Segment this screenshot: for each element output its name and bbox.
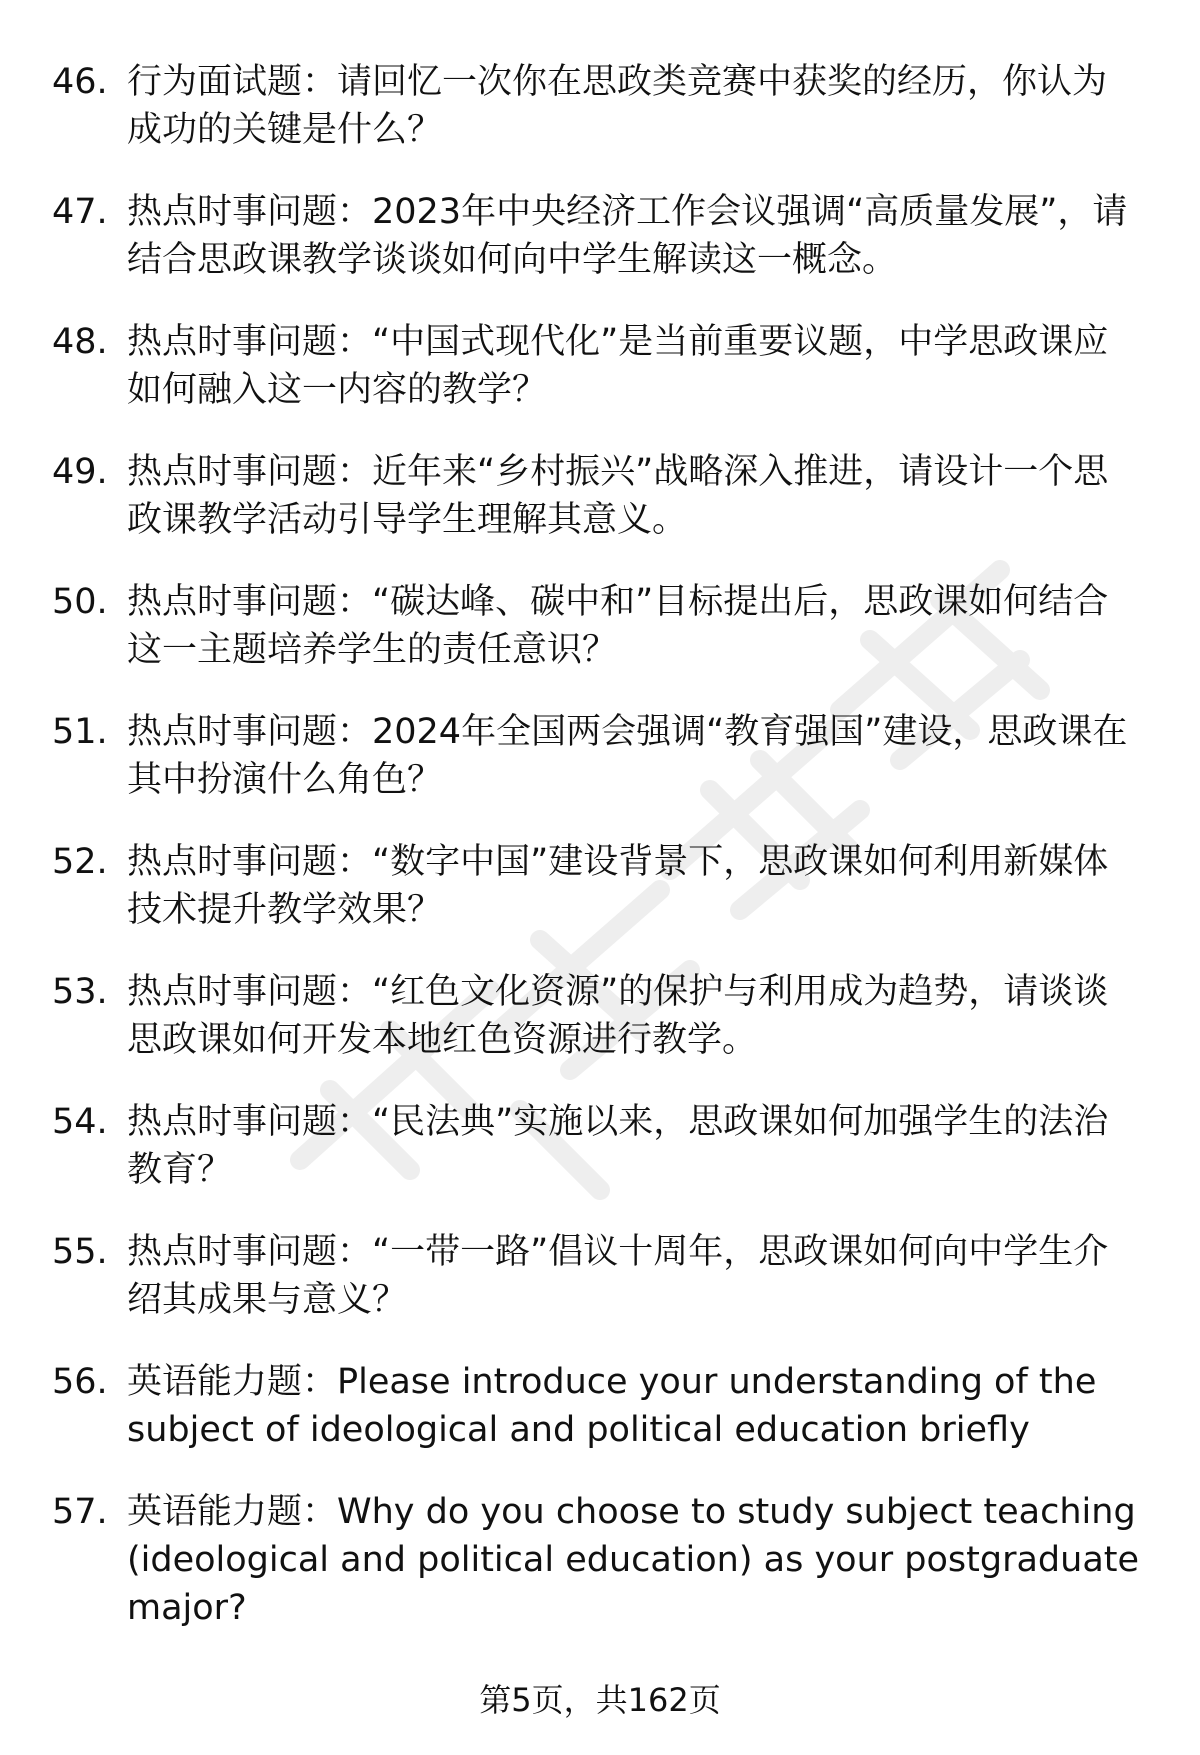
question-list [0,58,1200,1666]
question-text: 行为面试题：请回忆一次你在思政类竞赛中获奖的经历，你认为成功的关键是什么？ [127,62,1108,150]
question-text: 热点时事问题：“数字中国”建设背景下，思政课如何利用新媒体技术提升教学效果？ [127,842,1109,930]
question-item [0,1358,1200,1454]
question-number: 49. [52,452,108,492]
question-item [0,188,1200,284]
question-item [0,448,1200,544]
question-item [0,838,1200,934]
question-number: 56. [52,1362,108,1402]
question-text: 热点时事问题：“民法典”实施以来，思政课如何加强学生的法治教育？ [127,1102,1109,1190]
question-text: 热点时事问题：“红色文化资源”的保护与利用成为趋势，请谈谈思政课如何开发本地红色资源进行教学。 [127,972,1109,1060]
question-text: 热点时事问题：2023年中央经济工作会议强调“高质量发展”，请结合思政课教学谈谈如何向中学生解读这一概念。 [127,192,1128,280]
question-item [0,58,1200,154]
question-item [0,1488,1200,1632]
question-text: 英语能力题：Why do you choose to study subject teaching (ideological and political education) as your postgraduate major? [127,1492,1140,1628]
question-text: 英语能力题：Please introduce your understanding of the subject of ideological and political education briefly [127,1362,1097,1450]
question-number: 55. [52,1232,108,1272]
question-number: 50. [52,582,108,622]
question-item [0,708,1200,804]
question-number: 48. [52,322,108,362]
question-item [0,1228,1200,1324]
question-number: 54. [52,1102,108,1142]
question-text: 热点时事问题：近年来“乡村振兴”战略深入推进，请设计一个思政课教学活动引导学生理解其意义。 [127,452,1109,540]
question-item [0,1098,1200,1194]
question-text: 热点时事问题：“中国式现代化”是当前重要议题，中学思政课应如何融入这一内容的教学？ [127,322,1109,410]
question-text: 热点时事问题：2024年全国两会强调“教育强国”建设，思政课在其中扮演什么角色？ [127,712,1128,800]
question-text: 热点时事问题：“一带一路”倡议十周年，思政课如何向中学生介绍其成果与意义？ [127,1232,1109,1320]
question-number: 57. [52,1492,108,1532]
question-item [0,318,1200,414]
question-number: 52. [52,842,108,882]
question-item [0,968,1200,1064]
page-footer: 第5页，共162页 [479,1681,721,1719]
question-item [0,578,1200,674]
question-number: 47. [52,192,108,232]
question-number: 51. [52,712,108,752]
question-number: 46. [52,62,108,102]
question-text: 热点时事问题：“碳达峰、碳中和”目标提出后，思政课如何结合这一主题培养学生的责任意识？ [127,582,1109,670]
question-number: 53. [52,972,108,1012]
